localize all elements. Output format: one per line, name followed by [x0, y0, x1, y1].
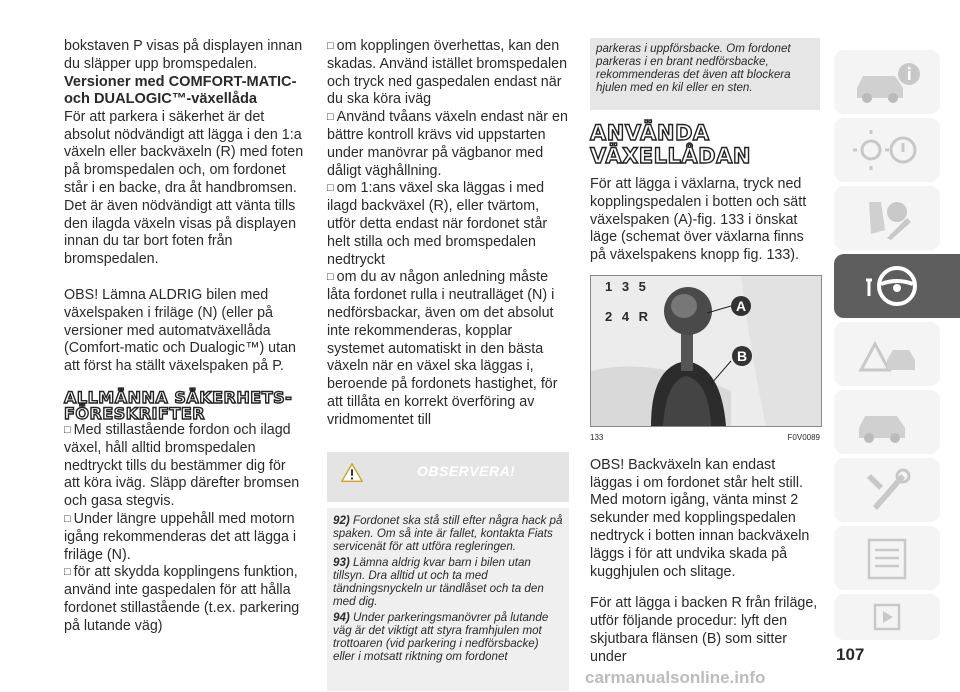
callout-b: B [732, 346, 752, 366]
gear-pattern-bottom: 2 4 R [605, 308, 652, 324]
warning-number: 94) [333, 610, 350, 624]
section-heading-versions: Versioner med COMFORT-MATIC- och DUALOGIC™-växellåda [64, 73, 297, 108]
tab-technical-data[interactable] [834, 458, 940, 522]
column-3 [590, 38, 820, 667]
page-number: 107 [836, 645, 865, 664]
parking-paragraph: För att parkera i säkerhet är det absolut nödvändigt att lägga i den 1:a växeln eller backväxeln (R) med foten på bromspedalen och, om fordonet står i en backe, dra åt handbromsen. Det är även nödvändigt att vänta tills den ilagda växeln visas på displayen innan du tar bort foten från bromspedalen. [64, 108, 304, 268]
warning-text: Lämna aldrig kvar barn i bilen utan tillsyn. Dra alltid ut och ta med tändningsnyckeln ur tändlåset och ta den med dig. [333, 555, 544, 608]
warning-text: Fordonet ska stå still efter några hack på spaken. Om så inte är fallet, kontakta Fiats servicenät för att utföra regleringen. [333, 513, 563, 553]
steering-wheel-icon [861, 262, 933, 310]
figure-code: F0V0089 [787, 432, 820, 442]
bullet-item: □ Med stillastående fordon och ilagd växel, håll alltid bromspedalen nedtryckt tills du bestämmer dig för att köra iväg. Släpp därefter bromsen och gasa stegvis. [64, 422, 304, 511]
bullet-item: □ för att skydda kopplingens funktion, använd inte gaspedalen för att hålla fordonet stillastående (t.ex. parkering på lutande väg) [64, 564, 304, 635]
car-info-icon [851, 58, 923, 106]
tab-index[interactable] [834, 526, 940, 590]
warning-header [327, 452, 569, 502]
warning-number: 93) [333, 555, 350, 569]
reverse-paragraph: OBS! Backväxeln kan endast läggas i om fordonet står helt still. Med motorn igång, vänta minst 2 sekunder med kopplingspedalen nedtryck i botten innan backväxeln läggs i för att undvika skada på kugghjulen och slitage. [590, 456, 810, 580]
tab-safety[interactable] [834, 186, 940, 250]
tab-multimedia[interactable] [834, 594, 940, 640]
intro-text: bokstaven P visas på displayen innan du släpper upp bromspedalen. [64, 38, 303, 72]
bullet-item: □ Använd tvåans växeln endast när en bättre kontroll krävs vid uppstarten under manövrar på vägbanor med dåligt väghållning. [327, 109, 569, 180]
tab-starting-driving[interactable] [834, 254, 960, 318]
warning-text: Under parkeringsmanövrer på lutande väg är det viktigt att styra framhjulen mot trottoaren (vid parkering i nedförsbacke) eller i motsatt riktning om fordonet [333, 610, 549, 663]
bullet-item: □ om du av någon anledning måste låta fordonet rulla i neutralläget (N) i nedförsbackar, även om det absolut inte rekommenderas, kopplar systemet automatiskt in den bästa växeln när en växel ska läggas i, beroende på fordonets hastighet, för att tillåta en korrekt överföring av vridmomentet till [327, 269, 569, 429]
gear-lever-illustration [591, 276, 821, 426]
checklist-icon [851, 534, 923, 582]
bullet-item: □ om 1:ans växel ska läggas i med ilagd backväxel (R), eller tvärtom, utför detta endast när fordonet står helt stilla och med bromspedalen nedtryckt [327, 180, 569, 269]
car-service-icon [851, 398, 923, 446]
chapter-tabs [834, 50, 960, 640]
figure-number: 133 [590, 432, 604, 442]
airbag-seat-icon [851, 194, 923, 242]
warning-number: 92) [333, 513, 350, 527]
tab-warning-lights[interactable] [834, 118, 940, 182]
warning-body [327, 508, 569, 691]
gear-lever-figure [590, 275, 822, 427]
bullet-item: □ Under längre uppehåll med motorn igång rekommenderas det att lägga i friläge (N). [64, 511, 304, 564]
footer-watermark: carmanualsonline.info [585, 668, 766, 687]
reverse-procedure-paragraph: För att lägga i backen R från friläge, utför följande procedur: lyft den skjutbara flänsen (B) som sitter under [590, 595, 818, 665]
column-2 [327, 38, 569, 691]
column-1 [64, 38, 304, 636]
bullet-item: □ om kopplingen överhettas, kan den skadas. Använd istället bromspedalen och tryck ned gaspedalen endast när du ska köra iväg [327, 38, 569, 109]
tab-emergency[interactable] [834, 322, 940, 386]
safety-heading: ALLMÄNNA SÄKERHETS-FÖRESKRIFTER [64, 387, 293, 423]
callout-a: A [731, 296, 751, 316]
gear-pattern-top: 1 3 5 [605, 278, 649, 294]
tab-maintenance[interactable] [834, 390, 940, 454]
multimedia-icon [851, 597, 923, 637]
warning-triangle-icon [341, 462, 363, 484]
gearbox-paragraph: För att lägga i växlarna, tryck ned kopplingspedalen i botten och sätt växelspaken (A)-fig. 133 i önskat läge (schemat över växlarna finns på växelspakens knopp fig. 133). [590, 176, 807, 264]
figure-caption [590, 429, 820, 447]
use-gearbox-heading: ANVÄNDA VÄXELLÅDAN [590, 121, 751, 168]
wrench-icon [851, 466, 923, 514]
warning-title: OBSERVERA! [417, 462, 516, 479]
tab-car-info[interactable] [834, 50, 940, 114]
warning-triangle-icon [851, 330, 923, 378]
note-box: parkeras i uppförsbacke. Om fordonet parkeras i en brant nedförsbacke, rekommenderas det även att blockera hjulen med en kil eller en sten. [590, 38, 820, 110]
obs-paragraph: OBS! Lämna ALDRIG bilen med växelspaken i friläge (N) (eller på versioner med automatväxellåda (Comfort-matic och Dualogic™) utan att först ha ställt växelspaken på P. [64, 286, 297, 375]
warning-lights-icon [851, 126, 923, 174]
